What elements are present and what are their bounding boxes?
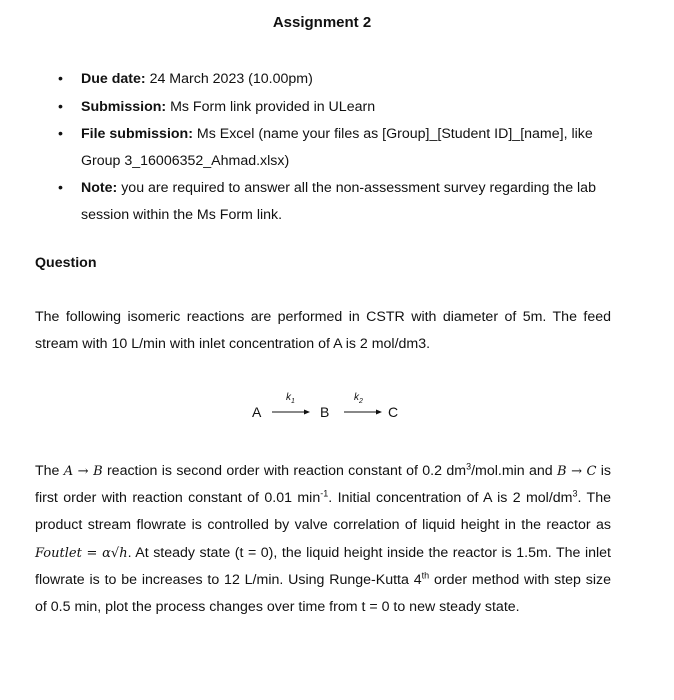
bullet-text: you are required to answer all the non-assessment survey regarding the lab session within the Ms Form link.	[81, 180, 596, 223]
bullet-submission	[0, 94, 616, 121]
reaction-a-to-b: A → B	[63, 464, 103, 479]
bullet-file-submission	[0, 121, 616, 174]
bullet-due-date	[0, 66, 616, 93]
page-title: Assignment 2	[272, 14, 372, 31]
bullet-text: Ms Form link provided in ULearn	[166, 98, 376, 115]
info-bullet-list	[0, 66, 674, 229]
bullet-label: Submission:	[81, 98, 167, 115]
section-title-question: Question	[35, 255, 97, 271]
bullet-dot-icon: •	[58, 180, 63, 196]
bullet-dot-icon: •	[58, 71, 63, 87]
reaction-arrows	[248, 392, 428, 424]
bullet-dot-icon: •	[58, 126, 63, 142]
bullet-dot-icon: •	[58, 98, 63, 115]
arrowhead-icon	[376, 410, 382, 415]
species-c: C	[388, 404, 399, 420]
paragraph-reaction-intro: The following isomeric reactions are performed in CSTR with diameter of 5m. The feed stream with 10 L/min with inlet concentration of A is 2 mol/dm3.	[35, 309, 611, 352]
bullet-label: Note:	[81, 180, 118, 196]
species-b: B	[320, 404, 330, 420]
bullet-text: Ms Excel (name your files as [Group]_[Student ID]_[name], like Group 3_16006352_Ahmad.xlsx)	[81, 126, 593, 169]
valve-equation: Foutlet = α√h	[35, 545, 128, 561]
bullet-label: File submission:	[81, 126, 193, 142]
rate-constant-k2: $k_2$	[354, 392, 363, 405]
rate-constant-k1: $k_1$	[286, 392, 295, 405]
reaction-b-to-c: B → C	[557, 464, 597, 479]
arrowhead-icon	[304, 410, 310, 415]
species-a: A	[252, 404, 262, 420]
paragraph-problem-statement: The A → B reaction is second order with reaction constant of 0.2 $dm^3/mol.\min$ and B → C is first order with reaction constant of 0.01 $\min^{-1}$. Initial concentration of A is 2 mol/$dm^3$. The product stream flowrate is controlled by valve correlation of liquid height in the reactor as Foutlet = α√h. At steady state (t = 0), the liquid height inside the reactor is 1.5m. The inlet flowrate is to be increases to 12 L/min. Using Runge-Kutta 4th order method with step size of 0.5 min, plot the process changes over time from t = 0 to new steady state.	[35, 461, 612, 616]
bullet-text: 24 March 2023 (10.00pm)	[145, 71, 313, 87]
bullet-note	[0, 175, 616, 228]
bullet-label: Due date:	[81, 71, 146, 87]
reaction-scheme	[248, 392, 428, 424]
